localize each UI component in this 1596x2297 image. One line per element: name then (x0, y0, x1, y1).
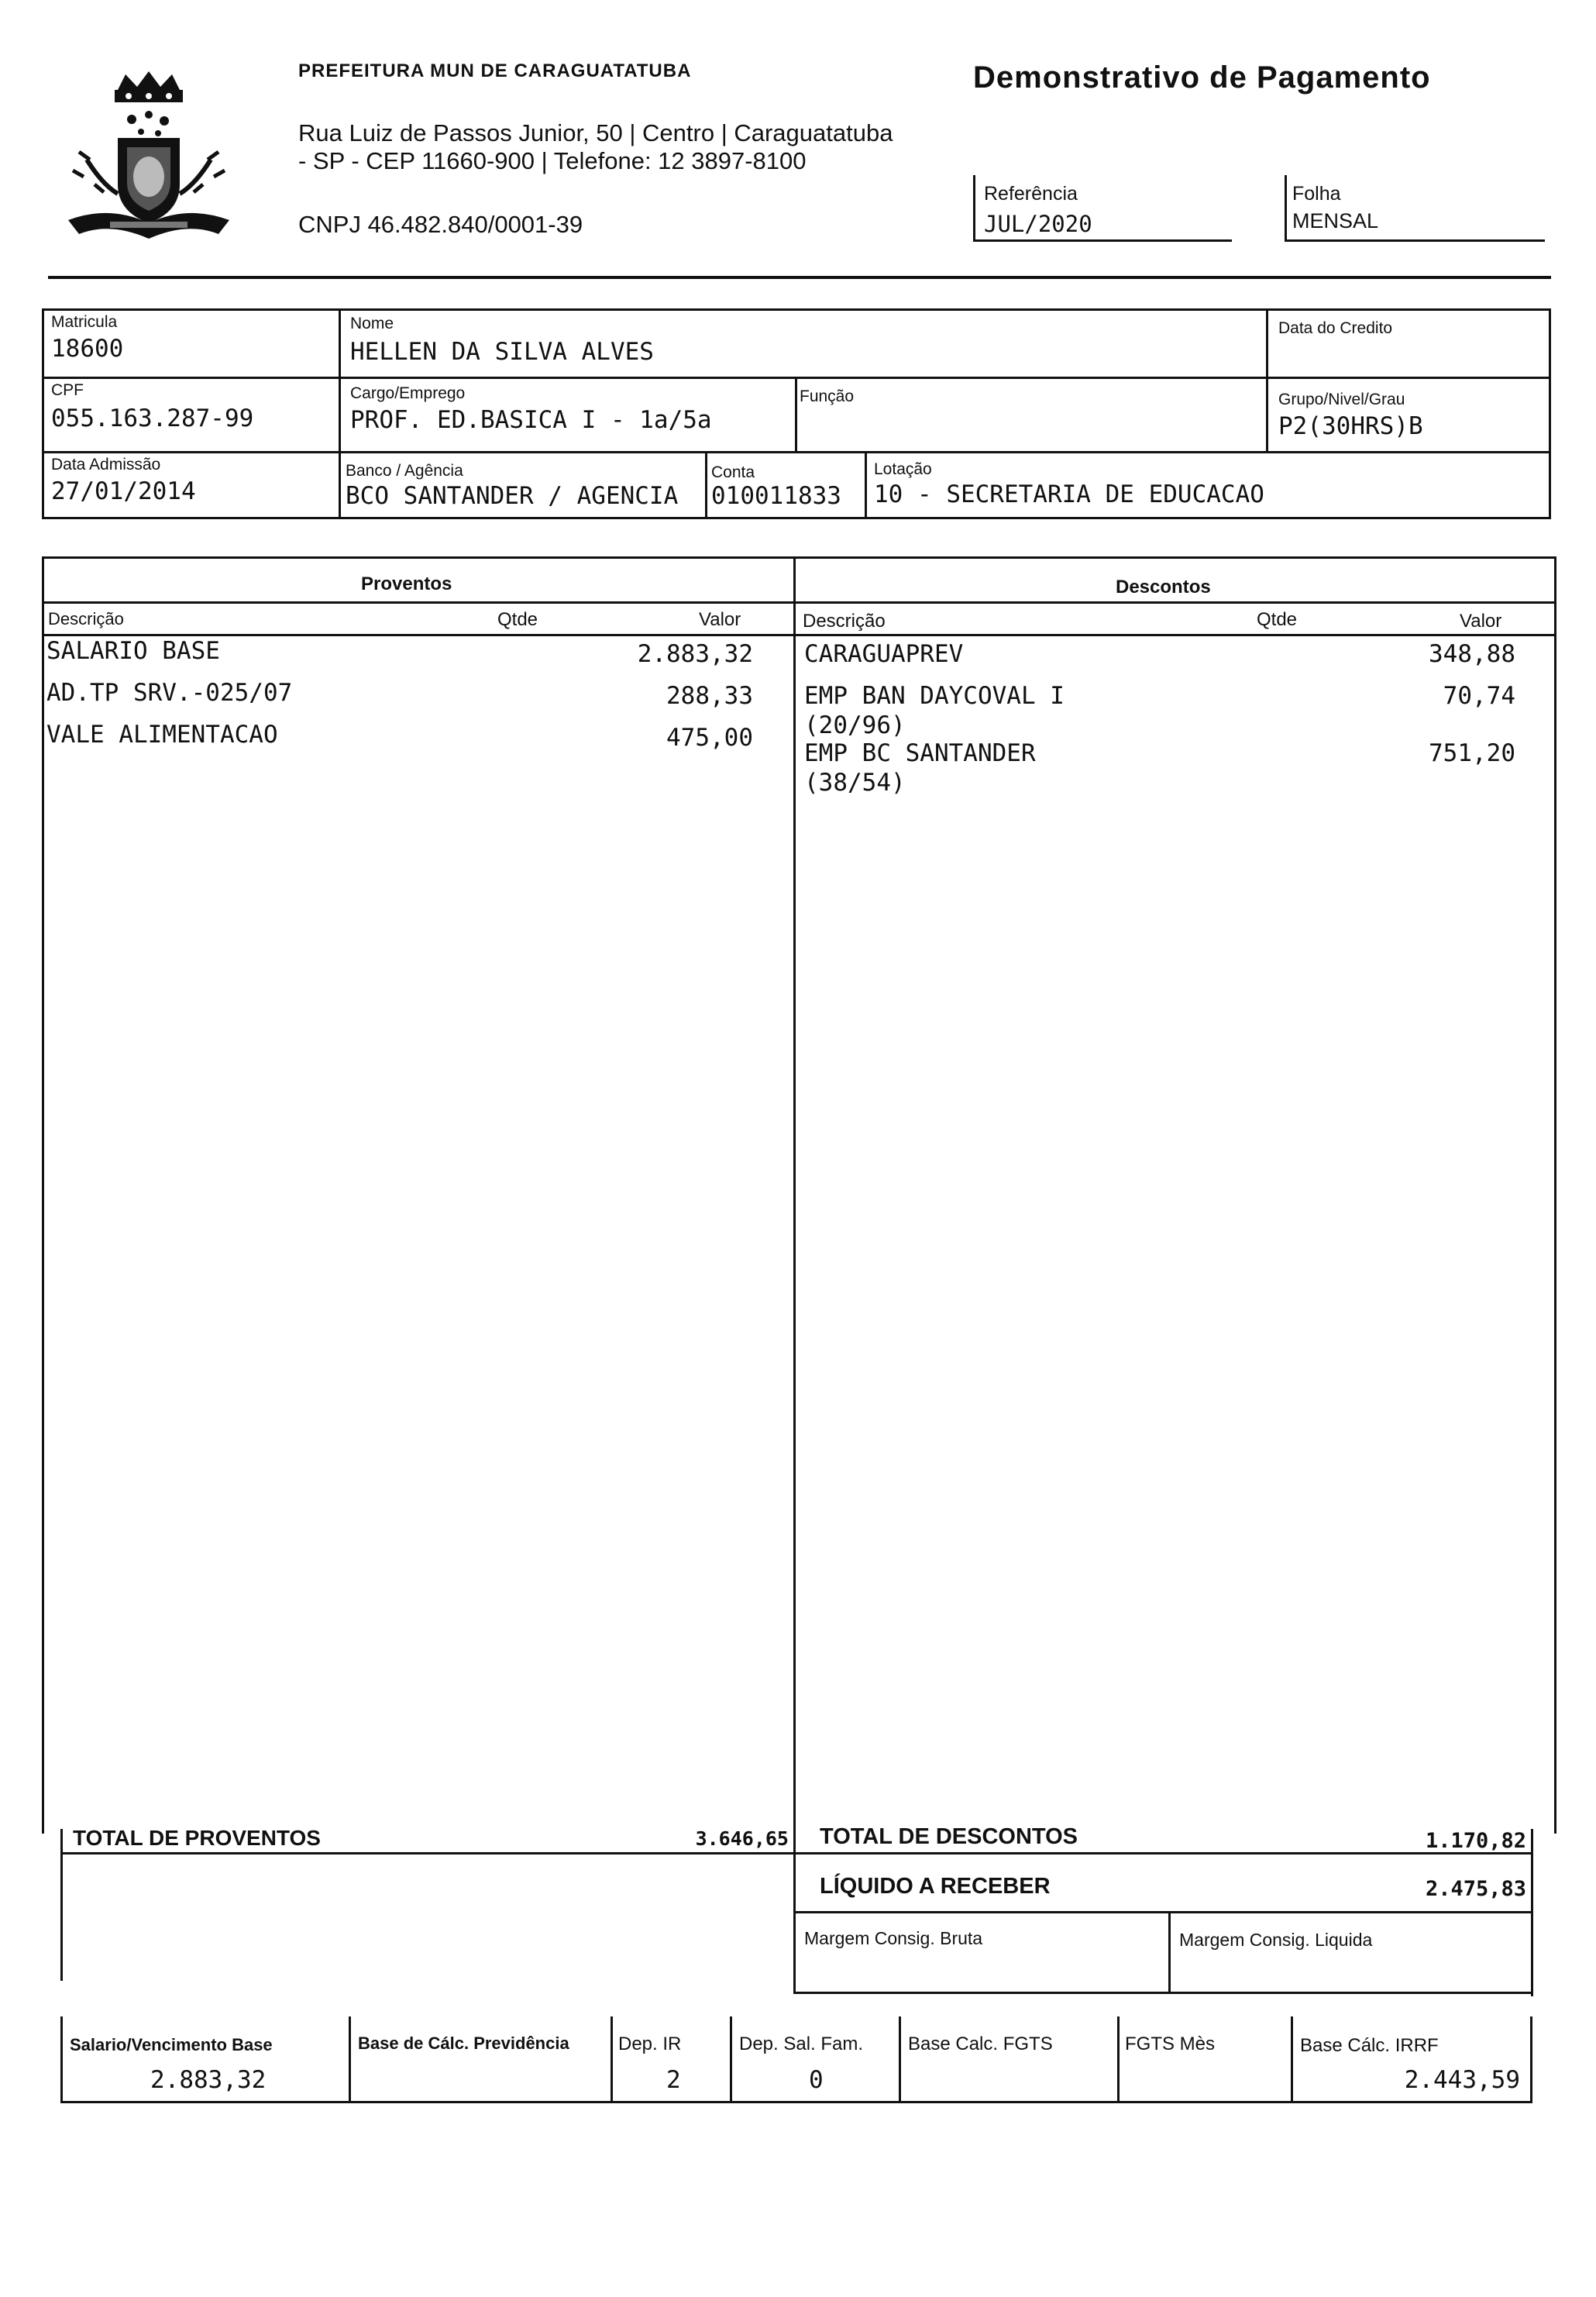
descontos-row-2-desc-extra: (20/96) (804, 711, 906, 739)
descontos-row-2-valor: 70,74 (1443, 682, 1515, 710)
total-proventos-value: 3.646,65 (695, 1827, 789, 1850)
margem-bruta-label: Margem Consig. Bruta (804, 1928, 983, 1948)
total-descontos-value: 1.170,82 (1425, 1829, 1526, 1853)
funcao-label: Função (800, 387, 855, 405)
descontos-title: Descontos (1116, 577, 1211, 597)
margem-liquida-label: Margem Consig. Liquida (1179, 1930, 1373, 1950)
irrf-value: 2.443,59 (1404, 2066, 1520, 2094)
header-separator (48, 276, 1551, 279)
column-header-divider (42, 634, 1556, 636)
grid-col-divider-b (1266, 308, 1268, 451)
irrf-label: Base Cálc. IRRF (1300, 2035, 1439, 2056)
proventos-title: Proventos (361, 573, 452, 594)
admissao-label: Data Admissão (51, 456, 161, 474)
proventos-row-3-valor: 475,00 (666, 724, 753, 752)
matricula-value: 18600 (51, 335, 124, 363)
table-left-border (42, 556, 44, 1834)
table-right-border (1554, 556, 1556, 1834)
referencia-label: Referência (984, 183, 1078, 205)
title-row-divider (42, 601, 1556, 604)
proventos-row-3-desc: VALE ALIMENTACAO (46, 721, 278, 749)
descontos-row-2-desc: EMP BAN DAYCOVAL I (804, 682, 1065, 710)
proventos-row-1-valor: 2.883,32 (637, 640, 753, 668)
bases-div-4 (899, 2016, 901, 2103)
matricula-label: Matricula (51, 313, 118, 331)
folha-label: Folha (1292, 183, 1341, 205)
bases-div-3 (730, 2016, 732, 2103)
folha-box-bottom (1285, 239, 1545, 242)
folha-value: MENSAL (1292, 209, 1379, 232)
folha-box-left (1285, 175, 1287, 242)
lotacao-label: Lotação (874, 460, 932, 478)
grid-row-divider-2 (42, 451, 1551, 453)
proventos-col-valor: Valor (699, 609, 741, 630)
proventos-row-2-desc: AD.TP SRV.-025/07 (46, 679, 293, 707)
grid-col-divider-e (865, 451, 867, 519)
descontos-col-desc: Descrição (803, 611, 886, 632)
descontos-col-valor: Valor (1460, 611, 1502, 632)
descontos-row-3-desc-extra: (38/54) (804, 769, 906, 797)
cnpj: CNPJ 46.482.840/0001-39 (298, 211, 583, 238)
cpf-value: 055.163.287-99 (51, 405, 254, 432)
descontos-col-qtde: Qtde (1257, 609, 1298, 630)
org-name: PREFEITURA MUN DE CARAGUATATUBA (298, 60, 692, 81)
municipal-logo (64, 68, 234, 243)
referencia-box-bottom (973, 239, 1232, 242)
dep-ir-value: 2 (666, 2066, 681, 2094)
address-line-2: - SP - CEP 11660-900 | Telefone: 12 3897-8100 (298, 147, 807, 174)
lotacao-value: 10 - SECRETARIA DE EDUCACAO (874, 480, 1264, 508)
banco-label: Banco / Agência (346, 462, 463, 480)
conta-label: Conta (711, 463, 755, 481)
proventos-col-qtde: Qtde (497, 609, 538, 630)
table-top-border (42, 556, 1556, 559)
totals-left-border (60, 1829, 63, 1981)
descontos-row-1-valor: 348,88 (1429, 640, 1515, 668)
admissao-value: 27/01/2014 (51, 477, 196, 505)
fgts-label: Base Calc. FGTS (908, 2034, 1053, 2054)
proventos-row-2-valor: 288,33 (666, 682, 753, 710)
cargo-value: PROF. ED.BASICA I - 1a/5a (350, 406, 712, 434)
descontos-row-3-valor: 751,20 (1429, 739, 1515, 767)
grid-col-divider-c (795, 377, 797, 451)
document-title: Demonstrativo de Pagamento (973, 60, 1431, 95)
conta-value: 010011833 (711, 482, 841, 510)
bases-div-6 (1291, 2016, 1293, 2103)
referencia-value: JUL/2020 (984, 211, 1092, 237)
proventos-row-1-desc: SALARIO BASE (46, 637, 220, 665)
margem-bottom-divider (793, 1992, 1532, 1994)
total-proventos-label: TOTAL DE PROVENTOS (73, 1826, 321, 1850)
data-credito-label: Data do Credito (1278, 319, 1393, 337)
dep-sal-fam-value: 0 (809, 2066, 824, 2094)
cargo-label: Cargo/Emprego (350, 384, 466, 402)
cpf-label: CPF (51, 381, 84, 399)
coat-of-arms-icon (64, 68, 234, 243)
proventos-col-desc: Descrição (48, 609, 124, 628)
bases-div-1 (349, 2016, 351, 2103)
referencia-box-left (973, 175, 975, 242)
table-center-divider (793, 556, 796, 1993)
grupo-label: Grupo/Nivel/Grau (1278, 391, 1405, 408)
grupo-value: P2(30HRS)B (1278, 412, 1423, 440)
grid-col-divider-d (705, 451, 707, 519)
grid-col-divider-a (339, 308, 341, 519)
totals-bottom-divider (60, 1852, 1531, 1854)
fgts-mes-label: FGTS Mès (1125, 2034, 1216, 2054)
total-descontos-label: TOTAL DE DESCONTOS (820, 1824, 1078, 1849)
banco-value: BCO SANTANDER / AGENCIA (346, 482, 679, 510)
descontos-row-1-desc: CARAGUAPREV (804, 640, 964, 668)
dep-sal-fam-label: Dep. Sal. Fam. (739, 2034, 864, 2054)
nome-value: HELLEN DA SILVA ALVES (350, 338, 654, 366)
margem-divider (1168, 1911, 1171, 1993)
bases-div-5 (1117, 2016, 1120, 2103)
salario-base-value: 2.883,32 (150, 2066, 267, 2094)
liquido-value: 2.475,83 (1425, 1877, 1526, 1901)
nome-label: Nome (350, 315, 394, 332)
previdencia-label: Base de Cálc. Previdência (358, 2034, 569, 2053)
descontos-row-3-desc: EMP BC SANTANDER (804, 739, 1036, 767)
bases-div-2 (611, 2016, 613, 2103)
address-line-1: Rua Luiz de Passos Junior, 50 | Centro | Caraguatatuba (298, 119, 893, 146)
bases-strip (60, 2016, 1532, 2103)
salario-base-label: Salario/Vencimento Base (70, 2035, 273, 2054)
dep-ir-label: Dep. IR (618, 2034, 682, 2054)
liquido-label: LÍQUIDO A RECEBER (820, 1874, 1051, 1899)
liquido-bottom-divider (793, 1911, 1532, 1913)
